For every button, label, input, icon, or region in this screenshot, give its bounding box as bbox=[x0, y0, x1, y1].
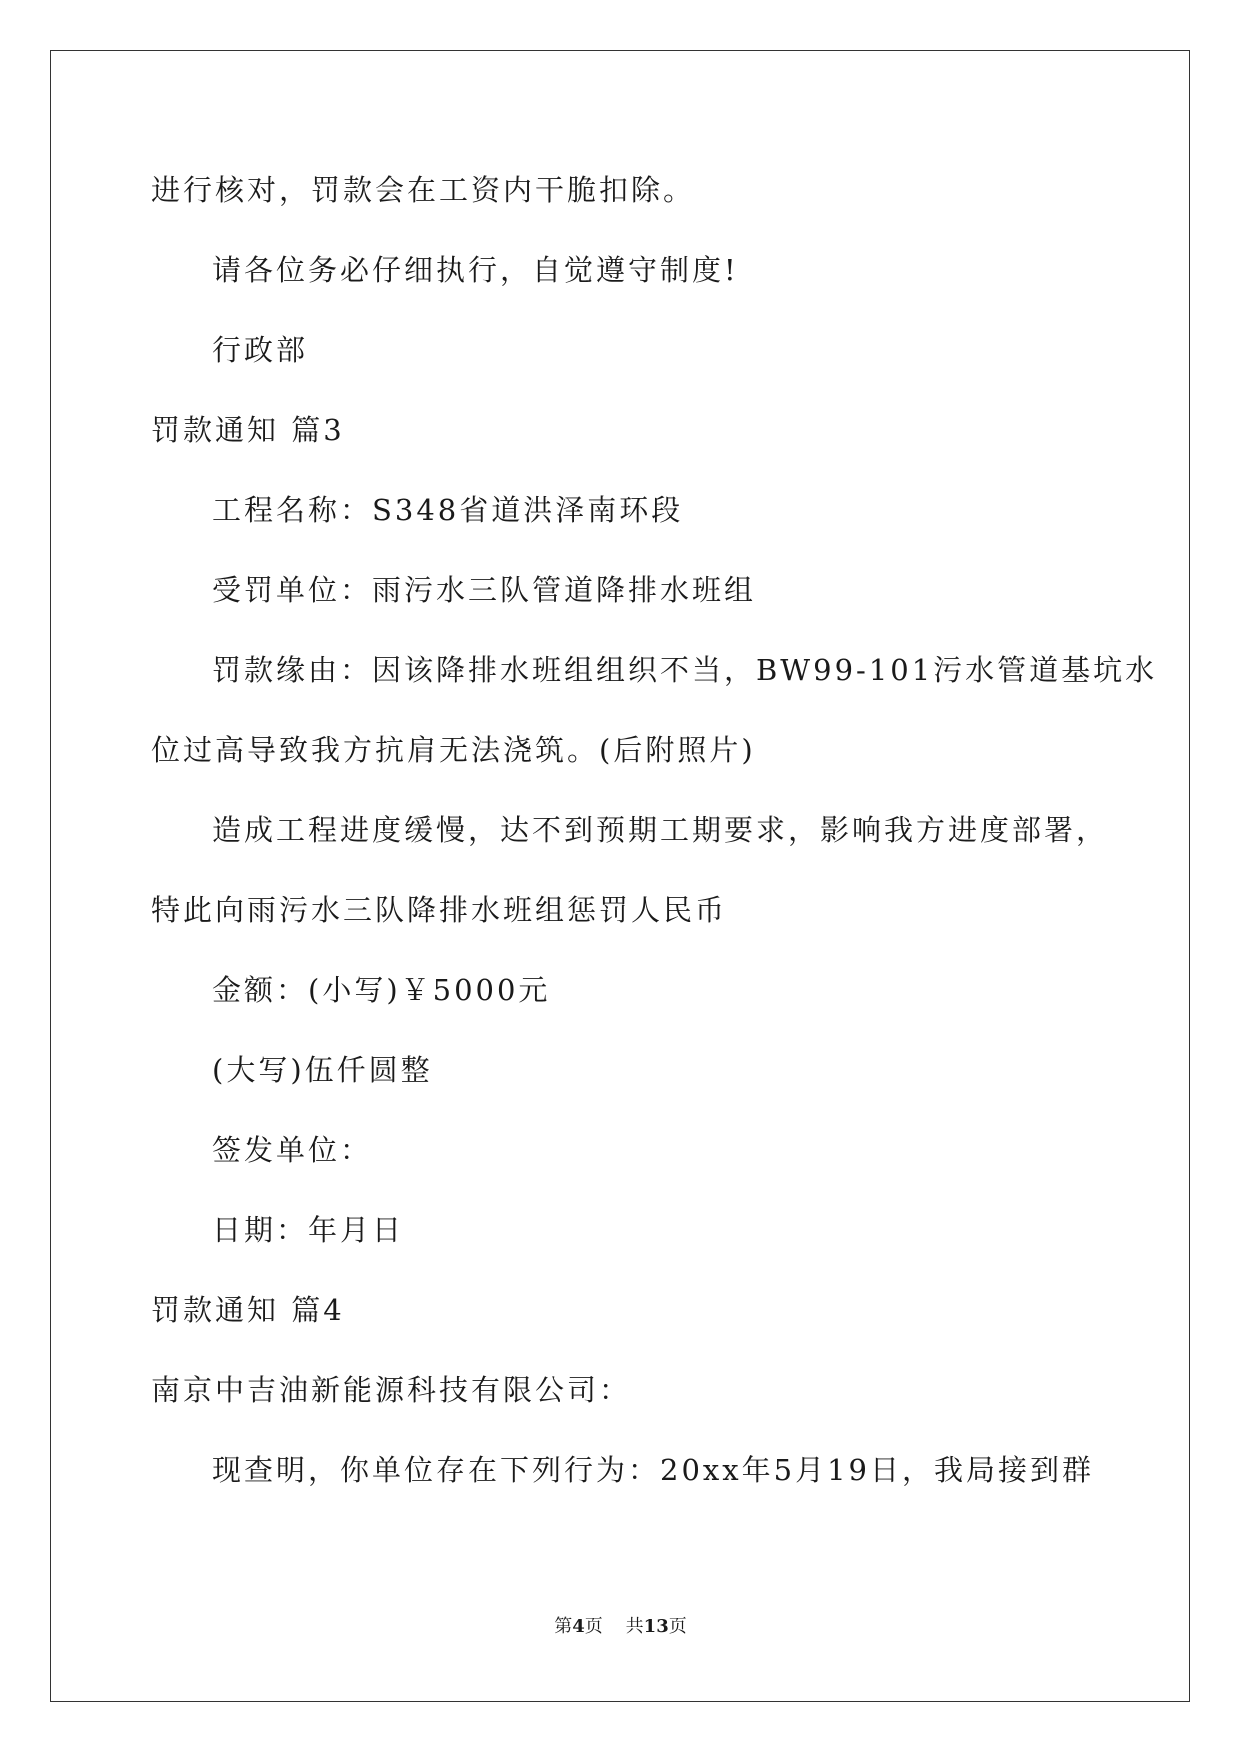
text-line: 行政部 bbox=[212, 333, 309, 367]
text-line: (大写)伍仟圆整 bbox=[212, 1053, 433, 1087]
section-heading: 罚款通知 篇3 bbox=[151, 413, 345, 447]
text-line: 受罚单位：雨污水三队管道降排水班组 bbox=[212, 573, 757, 607]
text-line: 罚款缘由：因该降排水班组组织不当，BW99-101污水管道基坑水 bbox=[212, 653, 1158, 687]
text-line: 特此向雨污水三队降排水班组惩罚人民币 bbox=[151, 893, 728, 927]
section-heading: 罚款通知 篇4 bbox=[151, 1293, 345, 1327]
text-line: 进行核对，罚款会在工资内干脆扣除。 bbox=[151, 173, 696, 207]
footer-prefix: 第 bbox=[554, 1616, 573, 1637]
text-line: 现查明，你单位存在下列行为：20xx年5月19日，我局接到群 bbox=[212, 1453, 1094, 1487]
page-footer bbox=[0, 1615, 1241, 1639]
text-line: 南京中吉油新能源科技有限公司： bbox=[151, 1373, 632, 1407]
text-line: 请各位务必仔细执行，自觉遵守制度! bbox=[212, 253, 739, 287]
footer-total-prefix: 共 bbox=[625, 1616, 644, 1637]
footer-total-pages: 13 bbox=[643, 1616, 669, 1637]
text-line: 签发单位： bbox=[212, 1133, 373, 1167]
footer-page-number: 4 bbox=[572, 1616, 585, 1637]
text-line: 工程名称：S348省道洪泽南环段 bbox=[212, 493, 684, 527]
text-line: 金额：(小写)￥5000元 bbox=[212, 973, 551, 1007]
footer-page-suffix: 页 bbox=[584, 1616, 603, 1637]
text-line: 日期：年月日 bbox=[212, 1213, 405, 1247]
footer-total-suffix: 页 bbox=[668, 1616, 687, 1637]
text-line: 位过高导致我方抗肩无法浇筑。(后附照片) bbox=[151, 733, 756, 767]
text-line: 造成工程进度缓慢，达不到预期工期要求，影响我方进度部署， bbox=[212, 813, 1109, 847]
